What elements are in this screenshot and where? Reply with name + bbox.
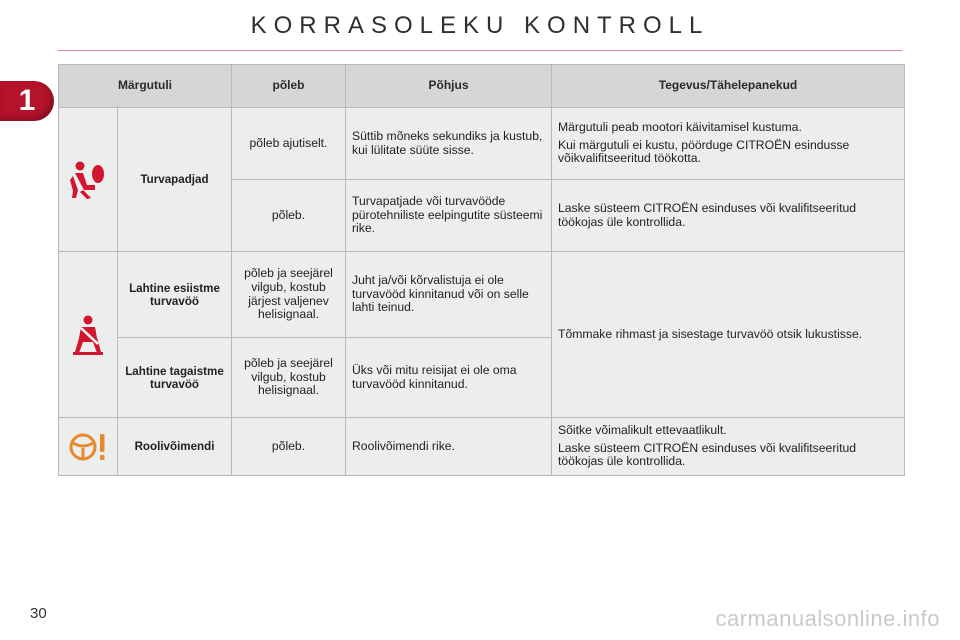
airbag-cause-2: Turvapatjade või turvavööde pürotehniliste eelpingutite süsteemi rike. (346, 180, 552, 252)
airbag-lit: põleb. (232, 180, 346, 252)
table-row (59, 252, 905, 338)
steering-name: Roolivõimendi (118, 418, 232, 476)
page-number: 30 (30, 605, 47, 622)
action-line: Laske süsteem CITROËN esinduses või kvalifitseeritud töökojas üle kontrollida. (558, 200, 857, 229)
title-divider (58, 50, 902, 51)
airbag-cause-1: Süttib mõneks sekundiks ja kustub, kui lülitate süüte sisse. (346, 108, 552, 180)
airbag-lit-temp: põleb ajutiselt. (232, 108, 346, 180)
seatbelt-icon (71, 314, 105, 356)
warning-lights-table (58, 64, 905, 476)
header-action: Tegevus/Tähelepanekud (552, 65, 905, 108)
action-line: Märgutuli peab mootori käivitamisel kustuma. (558, 120, 802, 135)
table-header-row (59, 65, 905, 108)
steering-warning-icon (68, 431, 108, 463)
watermark: carmanualsonline.info (715, 606, 940, 631)
steering-cause: Roolivõimendi rike. (346, 418, 552, 476)
table-row (59, 418, 905, 476)
header-warning-light: Märgutuli (59, 65, 232, 108)
action-line: Tõmmake rihmast ja sisestage turvavöö otsik lukustisse. (558, 326, 863, 341)
page-title: KORRASOLEKU KONTROLL (250, 12, 710, 39)
steering-action (552, 418, 905, 476)
airbag-action-2 (552, 180, 905, 252)
seatbelt-action (552, 252, 905, 418)
action-line: Sõitke võimalikult ettevaatlikult. (558, 423, 727, 438)
action-line: Kui märgutuli ei kustu, pöörduge CITROËN esindusse võikvalifitseeritud töökotta. (558, 137, 850, 166)
rear-seatbelt-name: Lahtine tagaistme turvavöö (118, 338, 232, 418)
airbag-action-1 (552, 108, 905, 180)
steering-icon-cell (59, 418, 118, 476)
airbag-icon (69, 160, 107, 200)
header-lit: põleb (232, 65, 346, 108)
header-cause: Põhjus (346, 65, 552, 108)
airbag-icon-cell (59, 108, 118, 252)
seatbelt-icon-cell (59, 252, 118, 418)
front-seatbelt-name: Lahtine esiistme turvavöö (118, 252, 232, 338)
front-seatbelt-cause: Juht ja/või kõrvalistuja ei ole turvavööd kinnitanud või on selle lahti teinud. (346, 252, 552, 338)
table-row (59, 108, 905, 180)
action-line: Laske süsteem CITROËN esinduses või kvalifitseeritud töökojas üle kontrollida. (558, 440, 857, 469)
rear-seatbelt-cause: Üks või mitu reisijat ei ole oma turvavööd kinnitanud. (346, 338, 552, 418)
airbag-name: Turvapadjad (118, 108, 232, 252)
front-seatbelt-lit: põleb ja seejärel vilgub, kostub järjest valjenev helisignaal. (232, 252, 346, 338)
rear-seatbelt-lit: põleb ja seejärel vilgub, kostub helisignaal. (232, 338, 346, 418)
chapter-tab: 1 (0, 81, 54, 121)
steering-lit: põleb. (232, 418, 346, 476)
